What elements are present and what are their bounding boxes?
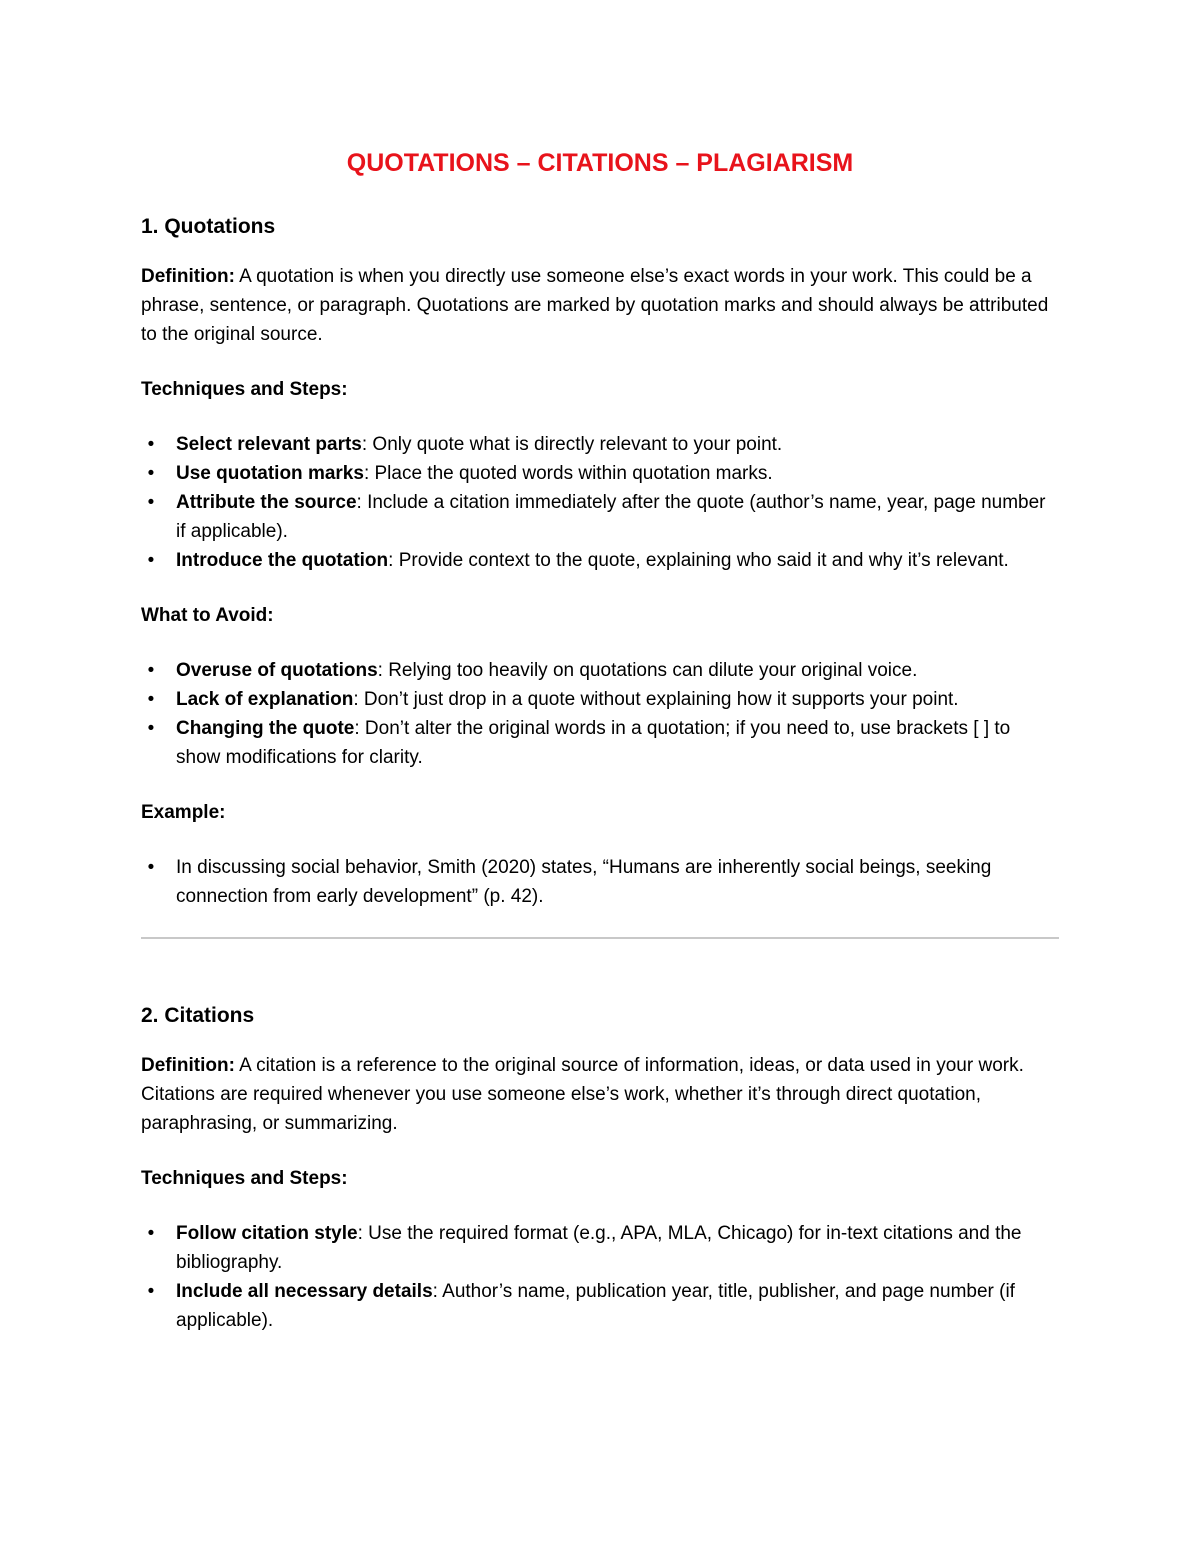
list-item	[141, 685, 1059, 714]
item-text: : Place the quoted words within quotation marks.	[363, 463, 773, 484]
bullet-icon: •	[147, 463, 155, 484]
item-term: Follow citation style	[176, 1223, 358, 1244]
item-term: Introduce the quotation	[176, 550, 389, 571]
bullet-icon: •	[147, 660, 155, 681]
item-term: Use quotation marks	[176, 463, 364, 484]
item-term: Attribute the source	[176, 492, 357, 513]
item-text: : Provide context to the quote, explaining who said it and why it’s relevant.	[388, 550, 1009, 571]
list-item	[141, 656, 1059, 685]
list-item	[141, 1219, 1059, 1277]
list-item	[141, 714, 1059, 772]
list-item	[141, 1277, 1059, 1335]
item-text: : Don’t just drop in a quote without explaining how it supports your point.	[353, 689, 959, 710]
quotations-techniques-list	[141, 430, 1059, 575]
citations-techniques-label: Techniques and Steps:	[141, 1168, 348, 1189]
example-text: In discussing social behavior, Smith (2020) states, “Humans are inherently social beings, seeking connection from early development” (p. 42).	[176, 857, 992, 907]
citations-techniques-list	[141, 1219, 1059, 1335]
quotations-techniques-label: Techniques and Steps:	[141, 379, 348, 400]
quotations-definition	[141, 262, 1059, 349]
item-text: : Include a citation immediately after the quote (author’s name, year, page number if applicable).	[176, 492, 1046, 542]
item-text: : Don’t alter the original words in a quotation; if you need to, use brackets [ ] to show modifications for clarity.	[176, 718, 1011, 768]
list-item	[141, 546, 1059, 575]
bullet-icon: •	[147, 689, 155, 710]
definition-text: A citation is a reference to the original source of information, ideas, or data used in your work. Citations are required whenever you use someone else’s work, whether it’s through direct quotation, paraphrasing, or summarizing.	[141, 1055, 1024, 1134]
list-item	[141, 430, 1059, 459]
bullet-icon: •	[147, 492, 155, 513]
citations-heading: 2. Citations	[141, 1004, 255, 1027]
item-term: Changing the quote	[176, 718, 355, 739]
list-item	[141, 853, 1059, 911]
quotations-avoid-list	[141, 656, 1059, 772]
bullet-icon: •	[147, 718, 155, 739]
item-text: : Use the required format (e.g., APA, MLA, Chicago) for in-text citations and the bibliography.	[176, 1223, 1022, 1273]
quotations-example-label: Example:	[141, 802, 226, 823]
definition-label: Definition:	[141, 266, 235, 287]
document-title: QUOTATIONS – CITATIONS – PLAGIARISM	[346, 149, 854, 177]
definition-label: Definition:	[141, 1055, 235, 1076]
bullet-icon: •	[147, 550, 155, 571]
section-divider	[141, 937, 1059, 939]
bullet-icon: •	[147, 1281, 155, 1302]
item-term: Overuse of quotations	[176, 660, 378, 681]
item-text: : Relying too heavily on quotations can dilute your original voice.	[377, 660, 918, 681]
bullet-icon: •	[147, 434, 155, 455]
item-text: : Only quote what is directly relevant to your point.	[361, 434, 783, 455]
item-term: Select relevant parts	[176, 434, 362, 455]
bullet-icon: •	[147, 857, 155, 878]
definition-text: A quotation is when you directly use someone else’s exact words in your work. This could be a phrase, sentence, or paragraph. Quotations are marked by quotation marks and should always be attributed to the original source.	[141, 266, 1049, 345]
list-item	[141, 488, 1059, 546]
quotations-avoid-label: What to Avoid:	[141, 605, 274, 626]
list-item	[141, 459, 1059, 488]
quotations-example-list	[141, 853, 1059, 911]
quotations-heading: 1. Quotations	[141, 215, 276, 238]
item-term: Include all necessary details	[176, 1281, 433, 1302]
item-term: Lack of explanation	[176, 689, 354, 710]
citations-definition	[141, 1051, 1059, 1138]
bullet-icon: •	[147, 1223, 155, 1244]
item-text: : Author’s name, publication year, title, publisher, and page number (if applicable).	[176, 1281, 1015, 1331]
